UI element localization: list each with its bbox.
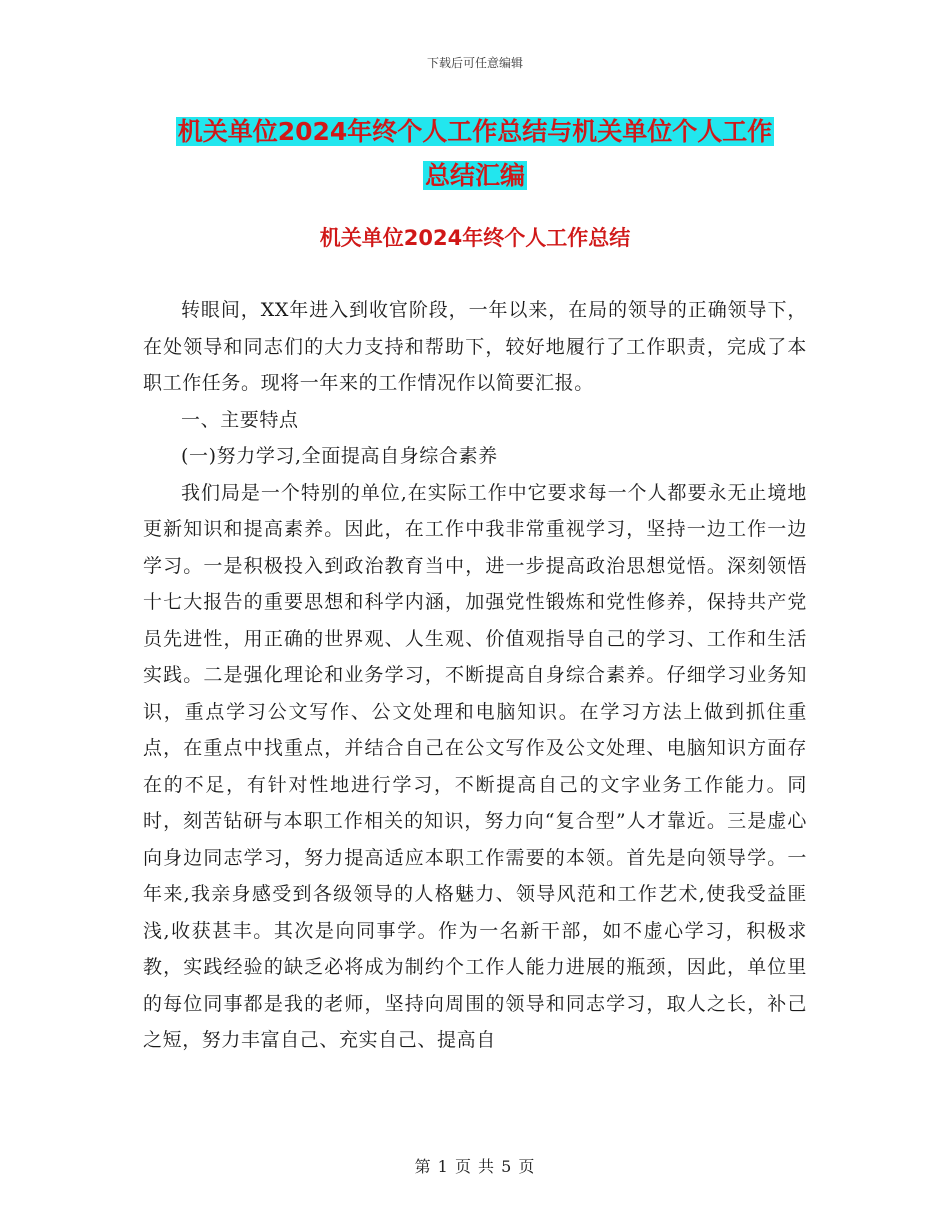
paragraph-study: 我们局是一个特别的单位,在实际工作中它要求每一个人都要永无止境地更新知识和提高素养。因此，在工作中我非常重视学习，坚持一边工作一边学习。一是积极投入到政治教育当中，进一步提高政治思想觉悟。深刻领悟十七大报告的重要思想和科学内涵，加强党性锻炼和党性修养，保持共产党员先进性，用正确的世界观、人生观、价值观指导自己的学习、工作和生活实践。二是强化理论和业务学习，不断提高自身综合素养。仔细学习业务知识，重点学习公文写作、公文处理和电脑知识。在学习方法上做到抓住重点，在重点中找重点，并结合自己在公文写作及公文处理、电脑知识方面存在的不足，有针对性地进行学习，不断提高自己的文字业务工作能力。同时，刻苦钻研与本职工作相关的知识，努力向“复合型”人才靠近。三是虚心向身边同志学习，努力提高适应本职工作需要的本领。首先是向领导学。一年来,我亲身感受到各级领导的人格魅力、领导风范和工作艺术,使我受益匪浅,收获甚丰。其次是向同事学。作为一名新干部，如不虚心学习，积极求教，实践经验的缺乏必将成为制约个工作人能力进展的瓶颈，因此，单位里的每位同事都是我的老师，坚持向周围的领导和同志学习，取人之长，补己之短，努力丰富自己、充实自己、提高自: [143, 481, 807, 1051]
document-title-line-1: 机关单位2024年终个人工作总结与机关单位个人工作: [177, 117, 773, 146]
section-title: 机关单位2024年终个人工作总结: [319, 226, 631, 250]
document-body: [143, 292, 807, 1059]
paragraph-intro: 转眼间，XX年进入到收官阶段，一年以来，在局的领导的正确领导下，在处领导和同志们的大力支持和帮助下，较好地履行了工作职责，完成了本职工作任务。现将一年来的工作情况作以简要汇报。: [143, 299, 807, 394]
page-number: 第 1 页 共 5 页: [414, 1157, 536, 1176]
subheading-study: (一)努力学习,全面提高自身综合素养: [181, 445, 498, 467]
document-title-line-2: 总结汇编: [424, 161, 525, 190]
document-title: [0, 110, 950, 198]
heading-main-features: 一、主要特点: [181, 408, 299, 431]
header-note: 下载后可任意编辑: [426, 56, 523, 70]
